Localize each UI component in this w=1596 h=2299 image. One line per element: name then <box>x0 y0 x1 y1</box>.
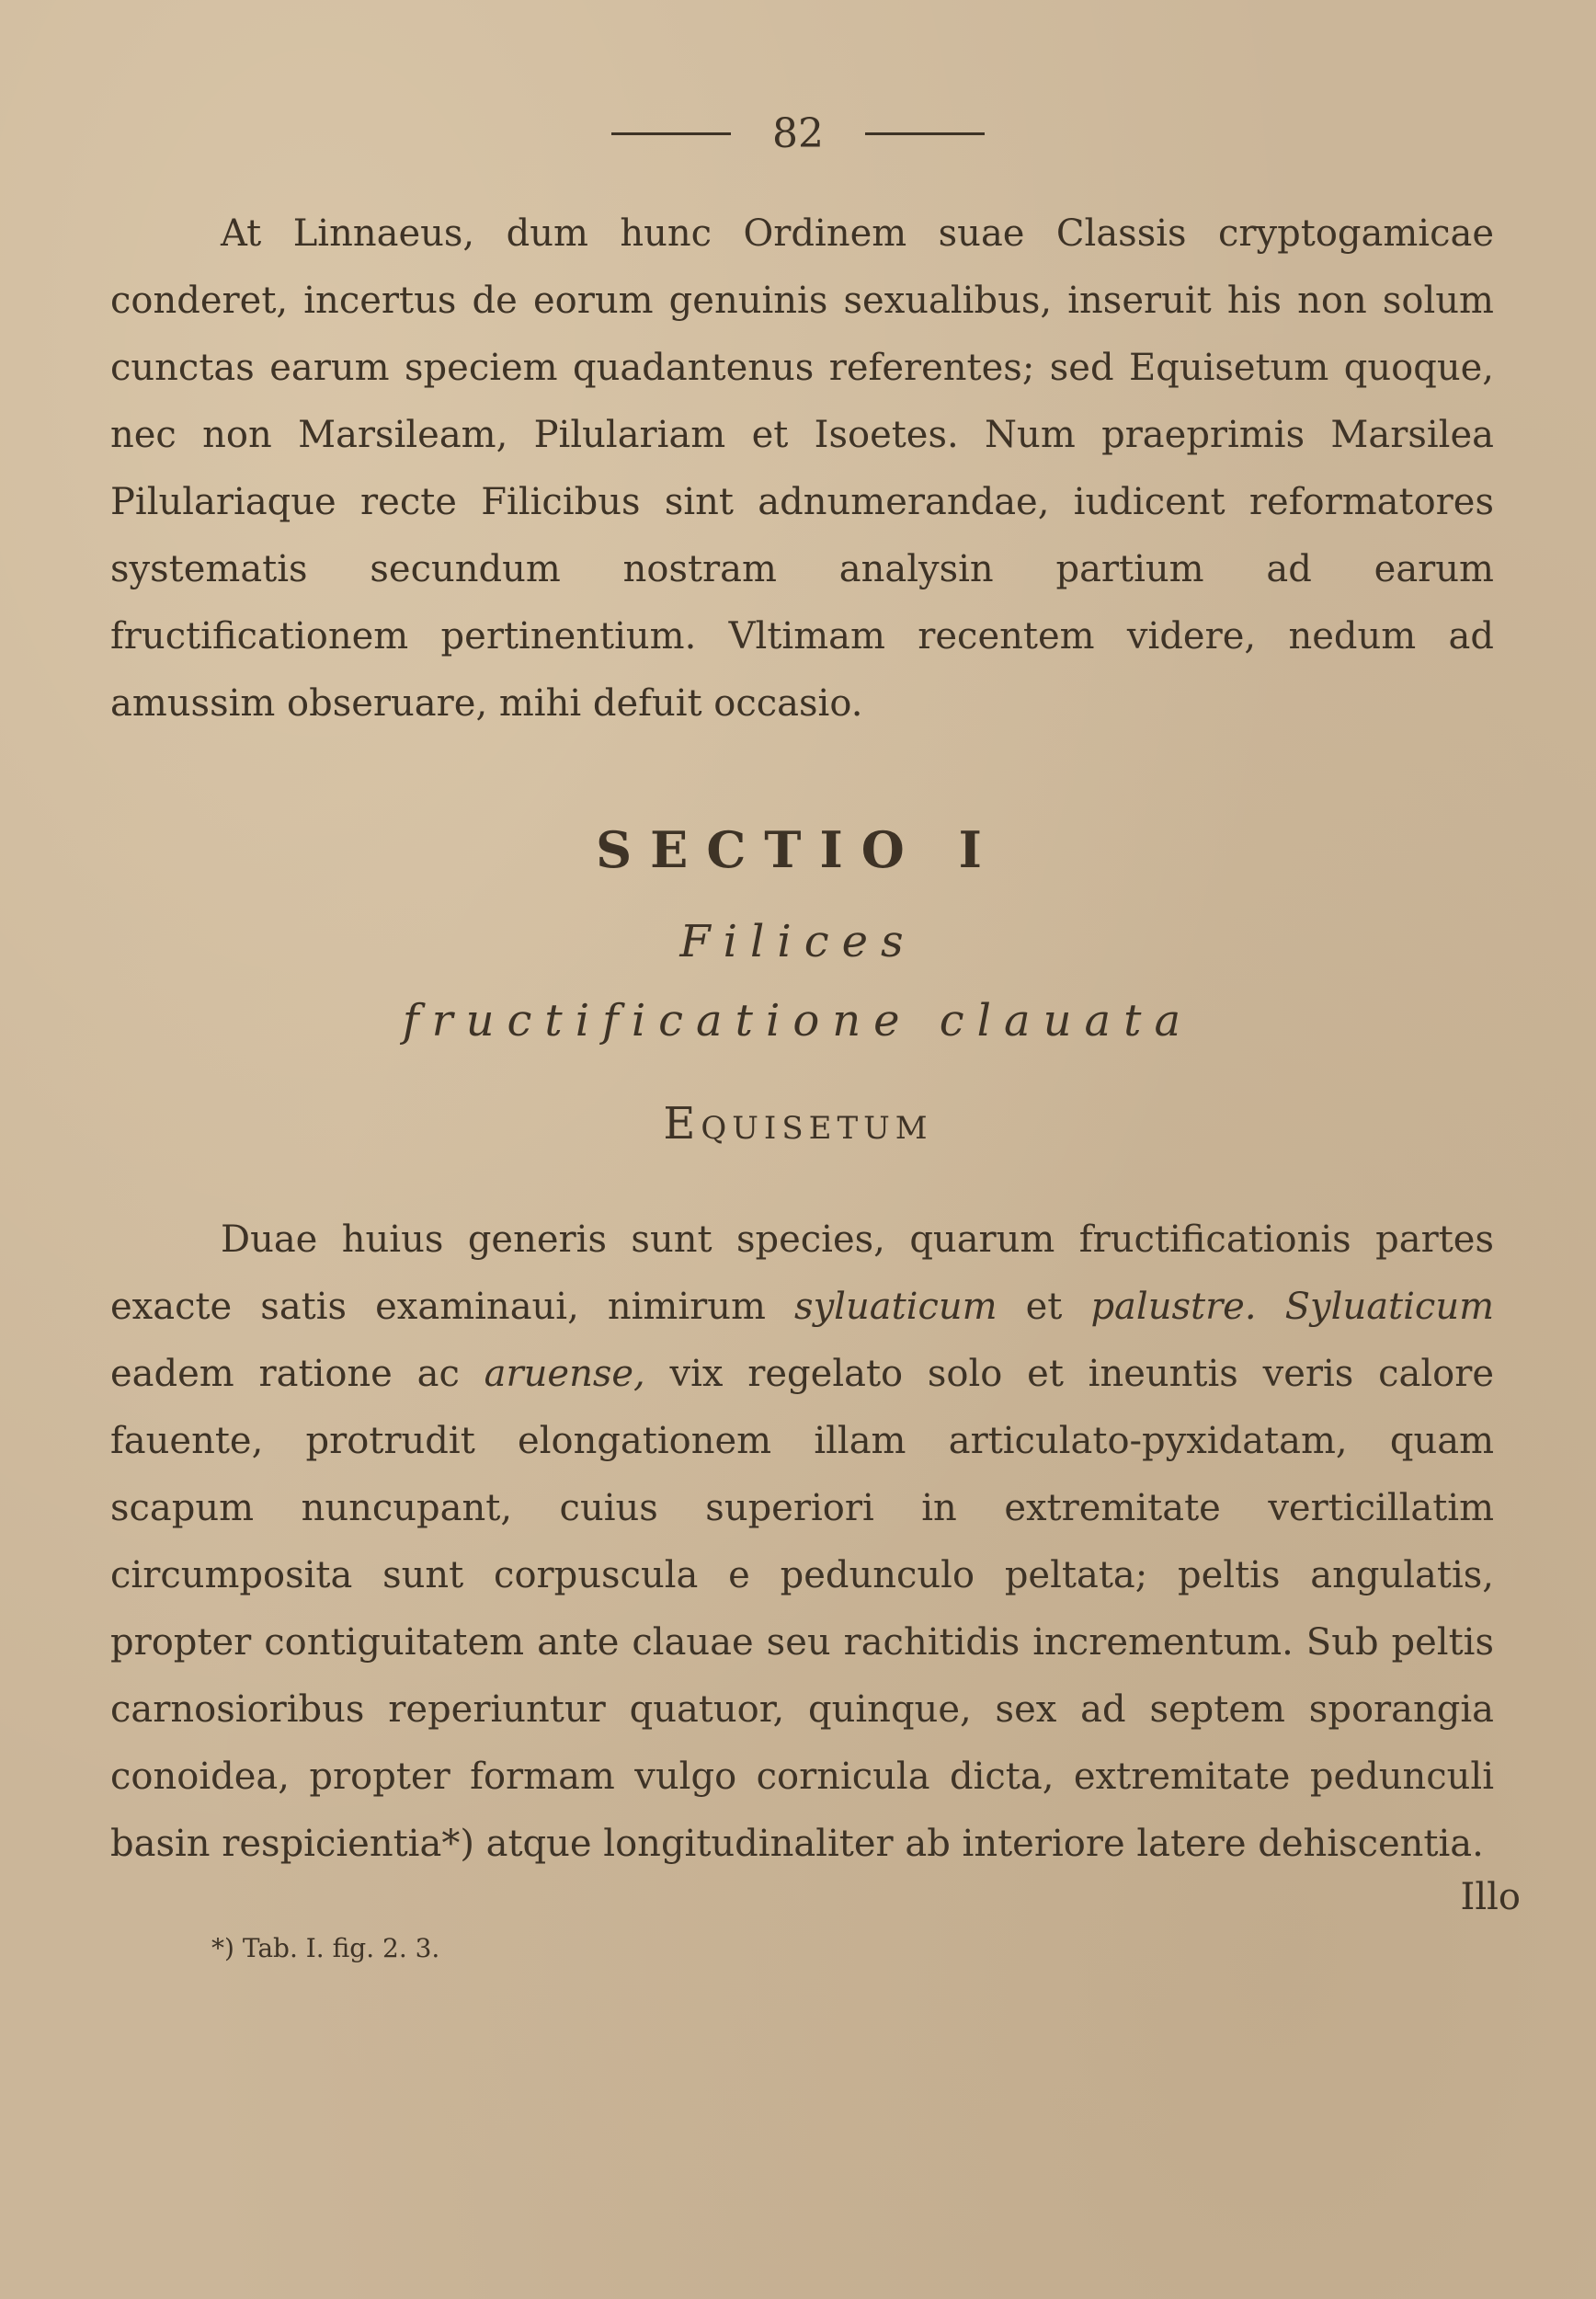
section-subtitle-fructificatione: fructificatione clauata <box>402 995 1194 1047</box>
italic-term: palustre. <box>1090 1286 1257 1328</box>
paragraph-equisetum <box>110 1207 1494 1878</box>
page-number: 82 <box>772 110 824 157</box>
text-run: et <box>1025 1286 1063 1328</box>
italic-term: syluaticum <box>794 1286 998 1328</box>
page-header <box>0 110 1596 157</box>
genus-heading: Equisetum <box>663 1098 933 1150</box>
footnote: *) Tab. I. fig. 2. 3. <box>211 1933 440 1963</box>
text-run: eadem ratione ac <box>110 1353 460 1395</box>
header-rule-left <box>611 132 731 135</box>
paragraph-intro <box>110 200 1494 738</box>
italic-term: aruense, <box>484 1353 645 1395</box>
section-title: SECTIO I <box>596 820 1000 879</box>
text-run: Duae huius generis sunt species, quarum fructificationis partes exacte satis examinaui, nimirum <box>110 1218 1494 1328</box>
catchword: Illo <box>1460 1876 1521 1918</box>
paragraph-equisetum-text <box>110 1207 1494 1878</box>
header-rule-right <box>865 132 985 135</box>
section-subtitle-filices: Filices <box>679 916 917 967</box>
italic-term: Syluaticum <box>1284 1286 1495 1328</box>
paragraph-intro-text: At Linnaeus, dum hunc Ordinem suae Classis cryptogamicae conderet, incertus de eorum genuinis sexualibus, inseruit his non solum cunctas earum speciem quadantenus referentes; sed Equisetum quoque, nec non Marsileam, Pilulariam et Isoetes. Num praeprimis Marsilea Pilulariaque recte Filicibus sint adnumerandae, iudicent reformatores systematis secundum nostram analysin partium ad earum fructificationem pertinentium. Vltimam recentem videre, nedum ad amussim obseruare, mihi defuit occasio. <box>110 212 1494 725</box>
text-run: vix regelato solo et ineuntis veris calore fauente, protrudit elongationem illam articulato-pyxidatam, quam scapum nuncupant, cuius superiori in extremitate verticillatim circumposita sunt corpuscula e pedunculo peltata; peltis angulatis, propter contiguitatem ante clauae seu rachitidis incrementum. Sub peltis carnosioribus reperiuntur quatuor, quinque, sex ad septem sporangia conoidea, propter formam vulgo cornicula dicta, extremitate pedunculi basin respicientia*) atque longitudinaliter ab interiore latere dehiscentia. <box>110 1353 1495 1865</box>
